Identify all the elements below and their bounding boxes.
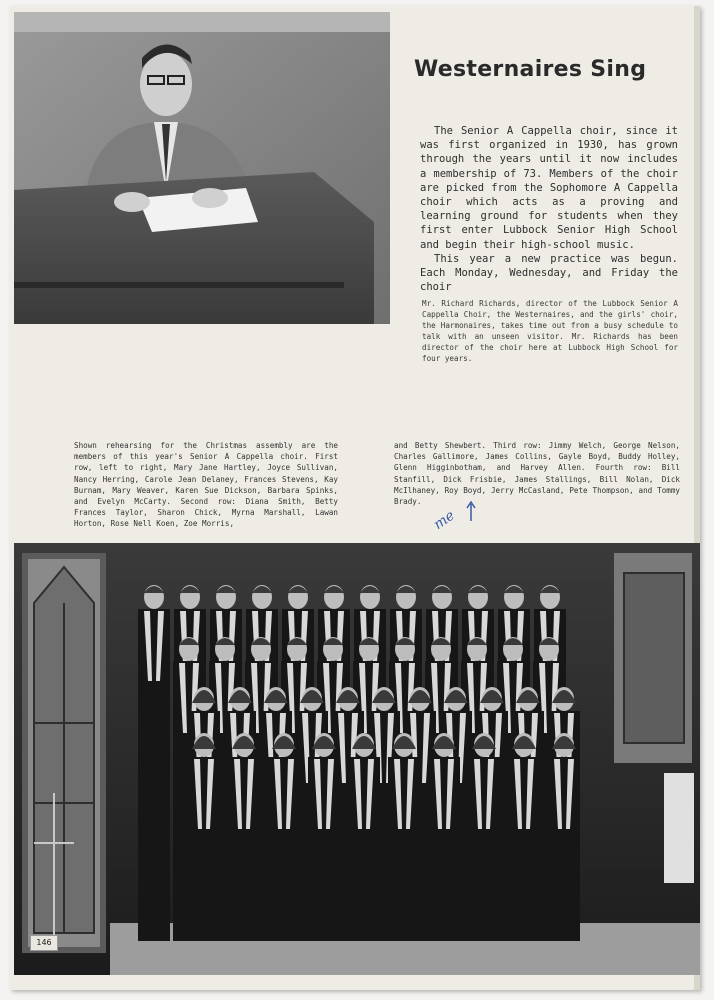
choir-member-robe <box>428 757 460 941</box>
choir-member-robe <box>348 757 380 941</box>
article-paragraph: The Senior A Cappella choir, since it was first organized in 1930, has grown through the years until it now includes a membership of 73. Members of the choir are picked from the Sophomore A Cappella choir which acts as a proving and learning ground for students when they first enter Lubbock Senior High School and begin their high-school music. <box>420 125 678 251</box>
choir-member-robe <box>228 757 260 941</box>
article-heading: Westernaires Sing <box>414 57 647 82</box>
choir-member-robe <box>548 757 580 941</box>
article-body <box>420 124 678 294</box>
handwritten-note: me <box>430 507 458 533</box>
choir-photo-caption-right: and Betty Shewbert. Third row: Jimmy Welch, George Nelson, Charles Gallimore, James Collins, Gayle Boyd, Buddy Holley, Glenn Higginbotham, and Harvey Allen. Fourth row: Bill Stanfill, Dick Frisbie, James Stallings, Bill Nolan, Dick McIlhaney, Roy Boyd, Jerry McCasland, Pete Thompson, and Tommy Brady. <box>394 441 680 507</box>
choir-member-robe <box>388 757 420 941</box>
director-photo-caption: Mr. Richard Richards, director of the Lubbock Senior A Cappella Choir, the Westernaires, and the girls' choir, the Harmonaires, takes time out from a busy schedule to talk with an unseen visitor. Mr. Richards has been director of the choir here at Lubbock High School for four years. <box>422 299 678 363</box>
choir-member-robe <box>508 757 540 941</box>
choir-member-robe <box>468 757 500 941</box>
choir-member-robe <box>308 757 340 941</box>
handwritten-arrow-icon <box>466 501 476 521</box>
article-paragraph: This year a new practice was begun. Each Monday, Wednesday, and Friday the choir <box>420 252 678 294</box>
page-number: 146 <box>30 935 58 951</box>
choir-photo-caption-left: Shown rehearsing for the Christmas assembly are the members of this year's Senior A Cappella choir. First row, left to right, Mary Jane Hartley, Joyce Sullivan, Nancy Herring, Carole Jean Delaney, Frances Stevens, Kay Burnam, Mary Weaver, Karen Sue Dickson, Barbara Spinks, and Evelyn McCarty. Second row: Diana Smith, Betty Frances Taylor, Sharon Chick, Myrna Marshall, Lawan Horton, Rose Nell Koen, Zoe Morris, <box>74 441 338 529</box>
choir-photo <box>14 543 700 975</box>
choir-member-robe <box>268 757 300 941</box>
choir-member-robe <box>138 609 170 941</box>
choir-member-robe <box>188 757 220 941</box>
director-photo <box>14 12 390 324</box>
